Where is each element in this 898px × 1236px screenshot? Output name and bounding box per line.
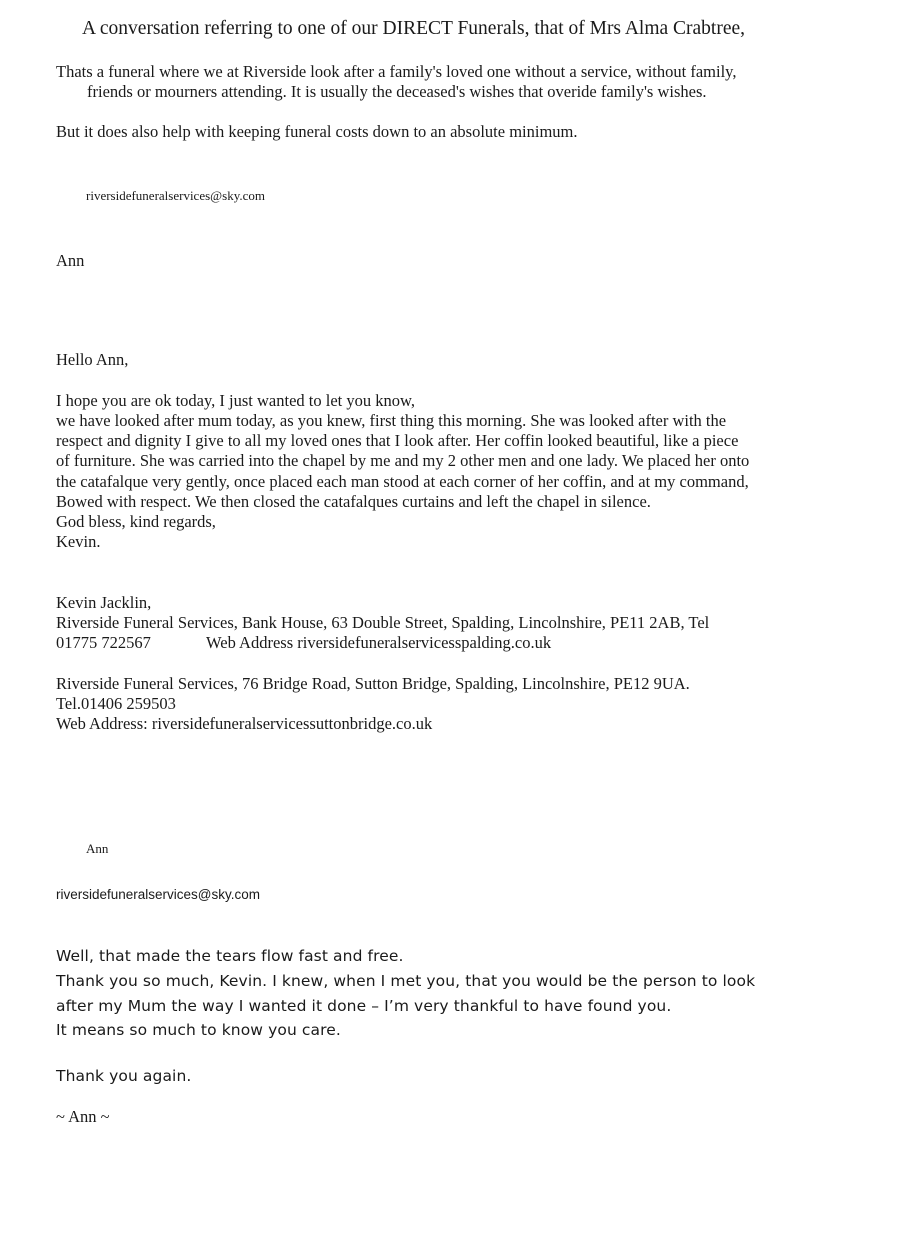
email1-body-line: respect and dignity I give to all my loved ones that I look after. Her coffin looked beautiful, like a piece <box>56 431 739 450</box>
email1-sender: riversidefuneralservices@sky.com <box>86 188 265 203</box>
signature-web-spalding: Web Address riversidefuneralservicesspalding.co.uk <box>206 633 552 652</box>
email2-body-line: Well, that made the tears flow fast and free. <box>56 947 404 965</box>
email1-body-line: God bless, kind regards, <box>56 512 216 531</box>
intro-line-2: friends or mourners attending. It is usually the deceased's wishes that overide family's wishes. <box>87 82 707 101</box>
email2-signoff: ~ Ann ~ <box>56 1107 110 1126</box>
email2-body-line: It means so much to know you care. <box>56 1021 341 1039</box>
intro-line-1: Thats a funeral where we at Riverside look after a family's loved one without a service, without family, <box>56 62 737 81</box>
email1-recipient: Ann <box>56 251 85 270</box>
page-title: A conversation referring to one of our DIRECT Funerals, that of Mrs Alma Crabtree, <box>82 18 746 39</box>
signature-web-sutton-bridge: Web Address: riversidefuneralservicessuttonbridge.co.uk <box>56 714 433 733</box>
email2-closing: Thank you again. <box>56 1067 192 1085</box>
email1-body-line: we have looked after mum today, as you knew, first thing this morning. She was looked after with the <box>56 411 727 430</box>
signature-name: Kevin Jacklin, <box>56 593 152 612</box>
email1-body-line: I hope you are ok today, I just wanted to let you know, <box>56 391 415 410</box>
email2-body-line: after my Mum the way I wanted it done – I’m very thankful to have found you. <box>56 997 672 1015</box>
email1-greeting: Hello Ann, <box>56 350 129 369</box>
email1-body-line: of furniture. She was carried into the chapel by me and my 2 other men and one lady. We placed her onto <box>56 451 750 470</box>
email2-recipient: riversidefuneralservices@sky.com <box>56 887 261 902</box>
email1-body-line: Bowed with respect. We then closed the catafalques curtains and left the chapel in silence. <box>56 492 651 511</box>
email2-body-line: Thank you so much, Kevin. I knew, when I met you, that you would be the person to look <box>56 972 756 990</box>
email2-sender: Ann <box>86 841 109 856</box>
email1-body-line: the catafalque very gently, once placed each man stood at each corner of her coffin, and at my command, <box>56 472 749 491</box>
signature-address-spalding: Riverside Funeral Services, Bank House, 63 Double Street, Spalding, Lincolnshire, PE11 2AB, Tel <box>56 613 710 632</box>
signature-address-sutton-bridge: Riverside Funeral Services, 76 Bridge Road, Sutton Bridge, Spalding, Lincolnshire, PE12 9UA. <box>56 674 690 693</box>
email1-body-line: Kevin. <box>56 532 101 551</box>
signature-tel-spalding: 01775 722567 <box>56 633 151 652</box>
intro-line-3: But it does also help with keeping funeral costs down to an absolute minimum. <box>56 122 578 141</box>
signature-tel-sutton-bridge: Tel.01406 259503 <box>56 694 176 713</box>
